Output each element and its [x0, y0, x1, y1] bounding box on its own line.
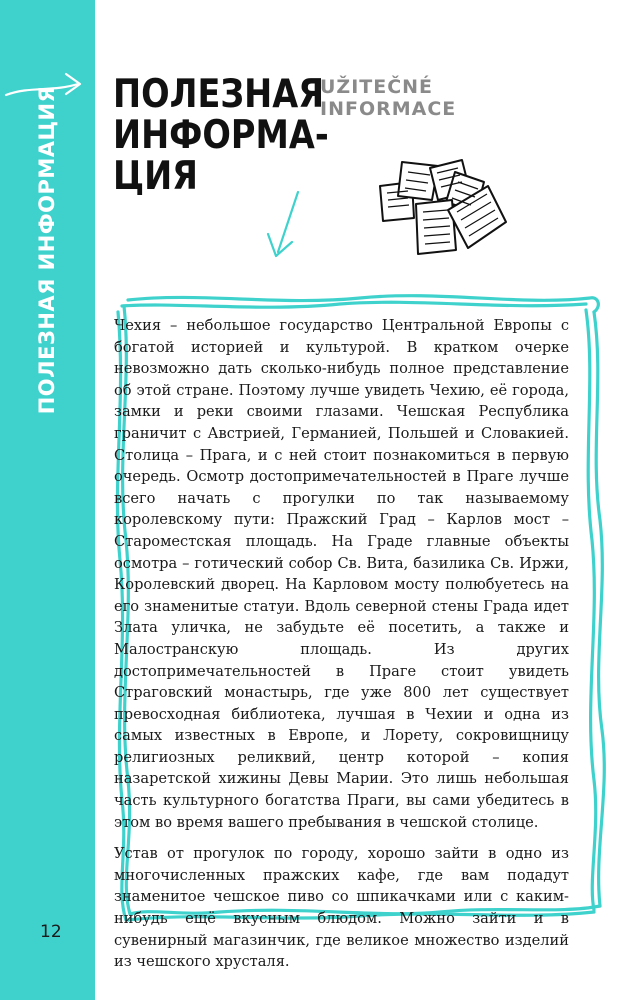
- page-subtitle: [320, 76, 456, 120]
- page-title-line: ЦИЯ: [113, 154, 199, 199]
- page-subtitle-line: INFORMACE: [320, 98, 457, 120]
- sidebar-vertical-title: [0, 80, 95, 420]
- page-title-line: ИНФОРМА-: [113, 113, 329, 158]
- body-text: [114, 315, 569, 983]
- papers-icon: [380, 160, 506, 254]
- page-number: 12: [40, 922, 62, 942]
- page-title-line: ПОЛЕЗНАЯ: [113, 72, 325, 117]
- page-subtitle-line: UŽITEČNÉ: [320, 76, 434, 98]
- arrow-icon: [268, 192, 298, 256]
- body-paragraph: Устав от прогулок по городу, хорошо зайти в одно из многочисленных пражских кафе, где вам подадут знаменитое чешское пиво со шпикачками или с каким-нибудь ещё вкусным блюдом. Можно зайти и в сувенирный магазинчик, где великое множество изделий из чешского хрусталя.: [114, 845, 569, 971]
- sidebar-vertical-title-text: ПОЛЕЗНАЯ ИНФОРМАЦИЯ: [35, 85, 59, 415]
- body-paragraph: Чехия – небольшое государство Центральной Европы с богатой историей и культурой. В кратком очерке невозможно дать сколько-нибудь полное представление об этой стране. Поэтому лучше увидеть Чехию, её города, замки и реки своими глазами. Чешская Республика граничит с Австрией, Германией, Польшей и Словакией. Столица – Прага, и с ней стоит познакомиться в первую очередь. Осмотр достопримечательностей в Праге лучше всего начать с прогулки по так называемому королевскому пути: Пражский Град – Карлов мост – Староместская площадь. На Граде главные объекты осмотра – готический собор Св. Вита, базилика Св. Иржи, Королевский дворец. На Карловом мосту полюбуетесь на его знаменитые статуи. Вдоль северной стены Града идет Злата уличка, не забудьте её посетить, а также и Малостранскую площадь. Из других достопримечательностей в Праге стоит увидеть Страговский монастырь, где уже 800 лет существует превосходная библиотека, лучшая в Чехии и одна из самых известных в Европе, и Лорету, сокровищницу религиозных реликвий, центр которой – копия назаретской хижины Девы Марии. Это лишь небольшая часть культурного богатства Праги, вы сами убедитесь в этом во время вашего пребывания в чешской столице.: [114, 317, 569, 831]
- page-title: [113, 74, 329, 197]
